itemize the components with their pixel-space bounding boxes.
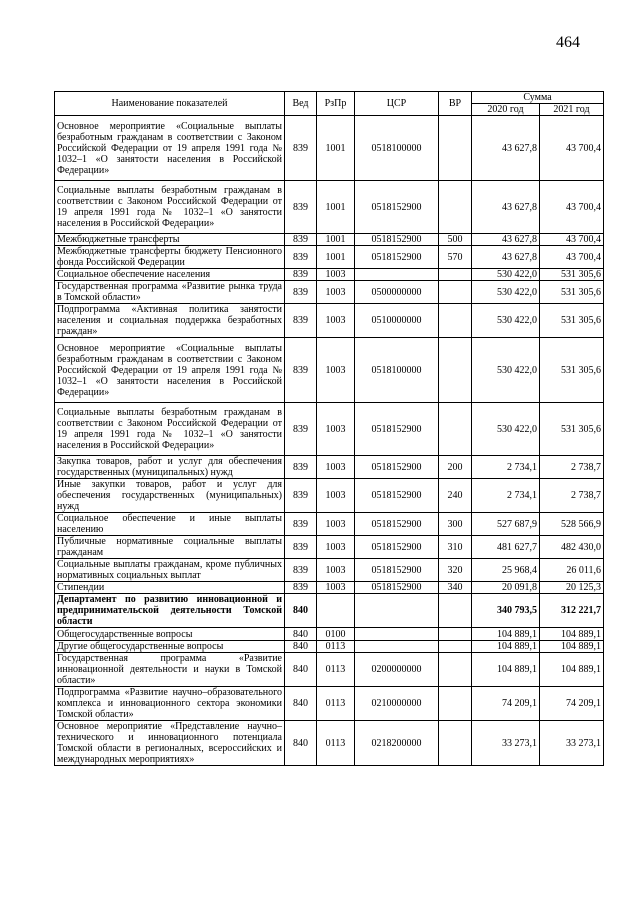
table-row (55, 456, 604, 479)
row-sum-2021: 33 273,1 (540, 721, 604, 766)
row-csr: 0518100000 (355, 116, 439, 181)
row-ved: 839 (285, 281, 317, 304)
table-row (55, 594, 604, 628)
row-rzpr: 1001 (317, 234, 355, 246)
row-name: Межбюджетные трансферты бюджету Пенсионного фонда Российской Федерации (55, 246, 285, 269)
row-sum-2020: 481 627,7 (472, 536, 540, 559)
table-row (55, 281, 604, 304)
table-row (55, 181, 604, 234)
row-sum-2021: 43 700,4 (540, 181, 604, 234)
row-ved: 839 (285, 116, 317, 181)
row-vr (439, 281, 472, 304)
header-csr: ЦСР (355, 92, 439, 116)
row-csr: 0500000000 (355, 281, 439, 304)
row-rzpr: 1003 (317, 582, 355, 594)
row-vr (439, 181, 472, 234)
row-vr (439, 653, 472, 687)
row-name: Государственная программа «Развитие рынка труда в Томской области» (55, 281, 285, 304)
row-name: Основное мероприятие «Социальные выплаты безработным гражданам в соответствии с Законом Российской Федерации от 19 апреля 1991 года № 1032–1 «О занятости населения в Российской Федерации» (55, 338, 285, 403)
row-rzpr: 1003 (317, 559, 355, 582)
row-rzpr: 1003 (317, 338, 355, 403)
row-ved: 839 (285, 338, 317, 403)
row-name: Иные закупки товаров, работ и услуг для обеспечения государственных (муниципальных) нужд (55, 479, 285, 513)
row-rzpr: 1001 (317, 246, 355, 269)
row-name: Социальные выплаты безработным гражданам в соответствии с Законом Российской Федерации от 19 апреля 1991 года № 1032–1 «О занятости населения в Российской Федерации» (55, 181, 285, 234)
header-ved: Вед (285, 92, 317, 116)
table-row (55, 403, 604, 456)
row-sum-2020: 2 734,1 (472, 456, 540, 479)
row-ved: 839 (285, 403, 317, 456)
table-row (55, 246, 604, 269)
row-sum-2021: 20 125,3 (540, 582, 604, 594)
row-vr (439, 594, 472, 628)
row-csr: 0518152900 (355, 479, 439, 513)
header-name: Наименование показателей (55, 92, 285, 116)
row-name: Социальные выплаты гражданам, кроме публичных нормативных социальных выплат (55, 559, 285, 582)
row-name: Социальное обеспечение населения (55, 269, 285, 281)
row-sum-2021: 482 430,0 (540, 536, 604, 559)
row-ved: 839 (285, 456, 317, 479)
row-vr: 570 (439, 246, 472, 269)
row-sum-2020: 43 627,8 (472, 234, 540, 246)
row-sum-2021: 43 700,4 (540, 116, 604, 181)
row-ved: 840 (285, 594, 317, 628)
row-name: Социальное обеспечение и иные выплаты населению (55, 513, 285, 536)
row-sum-2021: 2 738,7 (540, 479, 604, 513)
row-sum-2020: 74 209,1 (472, 687, 540, 721)
row-csr: 0518152900 (355, 582, 439, 594)
header-year-2021: 2021 год (540, 104, 604, 116)
row-rzpr: 0113 (317, 641, 355, 653)
row-rzpr: 0113 (317, 653, 355, 687)
row-sum-2020: 530 422,0 (472, 269, 540, 281)
row-sum-2021: 74 209,1 (540, 687, 604, 721)
row-vr (439, 338, 472, 403)
row-sum-2021: 312 221,7 (540, 594, 604, 628)
row-rzpr: 1003 (317, 281, 355, 304)
row-csr: 0518100000 (355, 338, 439, 403)
row-sum-2021: 43 700,4 (540, 234, 604, 246)
row-rzpr: 1003 (317, 304, 355, 338)
row-sum-2021: 43 700,4 (540, 246, 604, 269)
row-vr (439, 116, 472, 181)
row-ved: 840 (285, 653, 317, 687)
row-sum-2021: 531 305,6 (540, 281, 604, 304)
row-rzpr: 1003 (317, 403, 355, 456)
row-name: Социальные выплаты безработным гражданам в соответствии с Законом Российской Федерации от 19 апреля 1991 года № 1032–1 «О занятости населения в Российской Федерации» (55, 403, 285, 456)
row-sum-2021: 531 305,6 (540, 403, 604, 456)
table-row (55, 536, 604, 559)
row-rzpr: 1003 (317, 513, 355, 536)
row-sum-2020: 43 627,8 (472, 116, 540, 181)
row-sum-2020: 104 889,1 (472, 653, 540, 687)
row-ved: 840 (285, 628, 317, 641)
row-name: Подпрограмма «Активная политика занятости населения и социальная поддержка безработных граждан» (55, 304, 285, 338)
row-ved: 839 (285, 269, 317, 281)
row-csr: 0518152900 (355, 234, 439, 246)
row-ved: 839 (285, 513, 317, 536)
row-ved: 839 (285, 536, 317, 559)
header-sum: Сумма (472, 92, 604, 104)
table-row (55, 582, 604, 594)
table-row (55, 628, 604, 641)
row-csr (355, 641, 439, 653)
row-name: Основное мероприятие «Представление научно–технического и инновационного потенциала Томской области в регионалных, всероссийских и международных мероприятиях» (55, 721, 285, 766)
row-vr: 310 (439, 536, 472, 559)
row-rzpr: 0113 (317, 721, 355, 766)
row-name: Публичные нормативные социальные выплаты гражданам (55, 536, 285, 559)
row-csr: 0518152900 (355, 403, 439, 456)
table-row (55, 653, 604, 687)
row-csr: 0518152900 (355, 559, 439, 582)
row-sum-2021: 104 889,1 (540, 653, 604, 687)
row-sum-2021: 531 305,6 (540, 304, 604, 338)
row-vr: 240 (439, 479, 472, 513)
row-ved: 839 (285, 234, 317, 246)
row-vr (439, 687, 472, 721)
table-row (55, 338, 604, 403)
row-rzpr: 0100 (317, 628, 355, 641)
row-sum-2021: 104 889,1 (540, 628, 604, 641)
row-sum-2020: 43 627,8 (472, 181, 540, 234)
table-row (55, 687, 604, 721)
row-csr (355, 269, 439, 281)
row-csr: 0518152900 (355, 536, 439, 559)
row-sum-2021: 531 305,6 (540, 338, 604, 403)
row-csr: 0518152900 (355, 246, 439, 269)
row-name: Межбюджетные трансферты (55, 234, 285, 246)
row-vr (439, 641, 472, 653)
table-row (55, 269, 604, 281)
row-rzpr (317, 594, 355, 628)
row-sum-2020: 33 273,1 (472, 721, 540, 766)
row-csr: 0518152900 (355, 513, 439, 536)
row-name: Государственная программа «Развитие инновационной деятельности и науки в Томской области» (55, 653, 285, 687)
row-vr (439, 269, 472, 281)
row-sum-2021: 531 305,6 (540, 269, 604, 281)
row-sum-2020: 104 889,1 (472, 641, 540, 653)
row-ved: 839 (285, 559, 317, 582)
row-sum-2020: 530 422,0 (472, 281, 540, 304)
row-name: Подпрограмма «Развитие научно–образовательного комплекса и инновационного сектора экономики Томской области» (55, 687, 285, 721)
row-name: Основное мероприятие «Социальные выплаты безработным гражданам в соответствии с Законом Российской Федерации от 19 апреля 1991 года № 1032–1 «О занятости населения в Российской Федерации» (55, 116, 285, 181)
table-row (55, 513, 604, 536)
row-ved: 840 (285, 687, 317, 721)
row-rzpr: 1001 (317, 181, 355, 234)
page-number: 464 (556, 34, 580, 51)
row-csr: 0518152900 (355, 181, 439, 234)
row-name: Закупка товаров, работ и услуг для обеспечения государственных (муниципальных) нужд (55, 456, 285, 479)
table-row (55, 559, 604, 582)
row-ved: 839 (285, 304, 317, 338)
row-vr: 500 (439, 234, 472, 246)
table-row (55, 234, 604, 246)
row-sum-2020: 340 793,5 (472, 594, 540, 628)
row-vr: 300 (439, 513, 472, 536)
table-row (55, 116, 604, 181)
row-name: Департамент по развитию инновационной и предпринимательской деятельности Томской области (55, 594, 285, 628)
row-sum-2021: 528 566,9 (540, 513, 604, 536)
row-ved: 839 (285, 181, 317, 234)
row-rzpr: 1003 (317, 269, 355, 281)
table-body (55, 116, 604, 766)
row-vr (439, 403, 472, 456)
row-sum-2020: 527 687,9 (472, 513, 540, 536)
row-ved: 839 (285, 479, 317, 513)
row-sum-2020: 2 734,1 (472, 479, 540, 513)
row-csr: 0200000000 (355, 653, 439, 687)
row-sum-2020: 530 422,0 (472, 304, 540, 338)
row-sum-2021: 2 738,7 (540, 456, 604, 479)
row-csr: 0518152900 (355, 456, 439, 479)
row-ved: 839 (285, 246, 317, 269)
row-sum-2021: 26 011,6 (540, 559, 604, 582)
row-vr (439, 304, 472, 338)
row-sum-2020: 25 968,4 (472, 559, 540, 582)
row-sum-2020: 20 091,8 (472, 582, 540, 594)
row-sum-2020: 104 889,1 (472, 628, 540, 641)
row-sum-2020: 43 627,8 (472, 246, 540, 269)
table-row (55, 641, 604, 653)
row-csr: 0510000000 (355, 304, 439, 338)
row-sum-2020: 530 422,0 (472, 403, 540, 456)
row-ved: 839 (285, 582, 317, 594)
row-vr: 200 (439, 456, 472, 479)
row-vr (439, 721, 472, 766)
row-csr: 0210000000 (355, 687, 439, 721)
row-csr (355, 628, 439, 641)
header-rzpr: РзПр (317, 92, 355, 116)
row-ved: 840 (285, 721, 317, 766)
table-row (55, 721, 604, 766)
header-vr: ВР (439, 92, 472, 116)
row-sum-2021: 104 889,1 (540, 641, 604, 653)
row-vr: 340 (439, 582, 472, 594)
row-csr (355, 594, 439, 628)
row-name: Общегосударственные вопросы (55, 628, 285, 641)
row-sum-2020: 530 422,0 (472, 338, 540, 403)
row-rzpr: 0113 (317, 687, 355, 721)
row-name: Другие общегосударственные вопросы (55, 641, 285, 653)
table-row (55, 479, 604, 513)
header-year-2020: 2020 год (472, 104, 540, 116)
row-rzpr: 1003 (317, 456, 355, 479)
row-vr: 320 (439, 559, 472, 582)
budget-table (54, 91, 604, 766)
row-rzpr: 1003 (317, 479, 355, 513)
row-csr: 0218200000 (355, 721, 439, 766)
row-rzpr: 1003 (317, 536, 355, 559)
table-row (55, 304, 604, 338)
row-rzpr: 1001 (317, 116, 355, 181)
row-name: Стипендии (55, 582, 285, 594)
row-ved: 840 (285, 641, 317, 653)
row-vr (439, 628, 472, 641)
